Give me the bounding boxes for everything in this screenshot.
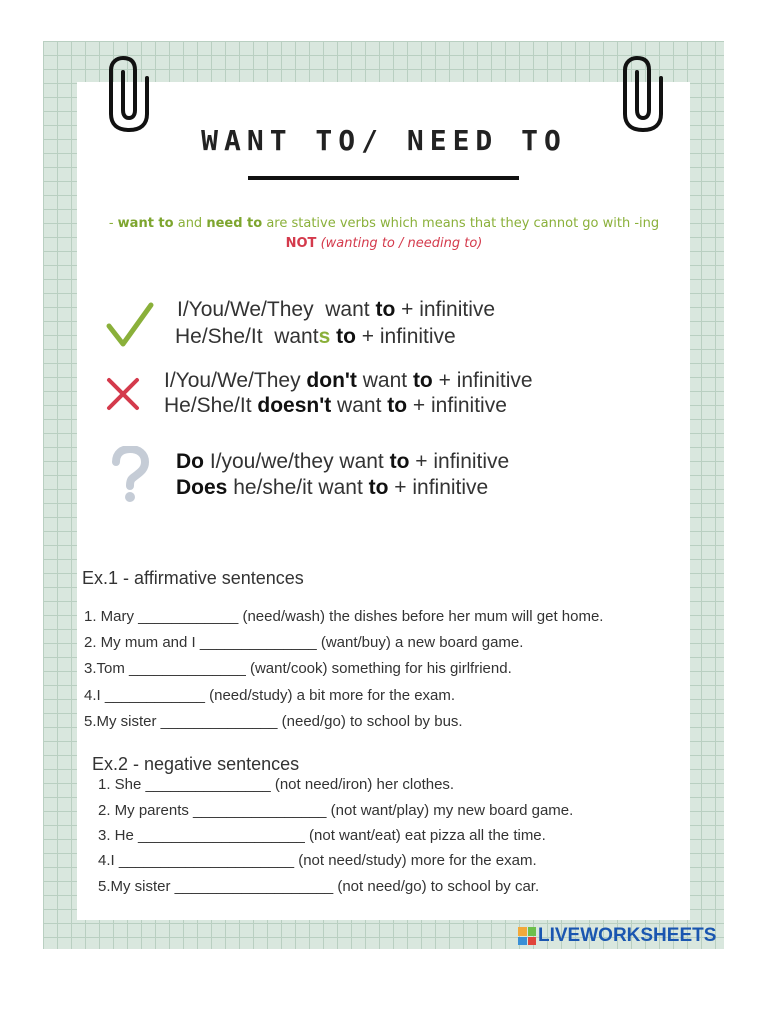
- exercise-2-item[interactable]: 2. My parents ________________ (not want/play) my new board game.: [98, 802, 574, 819]
- liveworksheets-logo-icon: [518, 927, 536, 945]
- exercise-1-item[interactable]: 4.I ____________ (need/study) a bit more for the exam.: [84, 687, 456, 704]
- worksheet-page: [77, 82, 690, 920]
- negative-rule-singular: He/She/It doesn't want to + infinitive: [164, 394, 507, 417]
- exercise-1-item[interactable]: 5.My sister ______________ (need/go) to school by bus.: [84, 713, 463, 730]
- stative-note: - want to and need to are stative verbs which means that they cannot go with -ing: [108, 216, 660, 231]
- exercise-2-heading: Ex.2 - negative sentences: [92, 754, 300, 774]
- exercise-1-item[interactable]: 3.Tom ______________ (want/cook) something for his girlfriend.: [84, 660, 512, 677]
- exercise-2-item[interactable]: 5.My sister ___________________ (not need/go) to school by car.: [98, 878, 540, 895]
- negative-rule-plural: I/You/We/They don't want to + infinitive: [164, 369, 533, 392]
- exercise-2-item[interactable]: 4.I _____________________ (not need/study) more for the exam.: [98, 852, 537, 869]
- page-title: WANT TO/ NEED TO: [201, 124, 567, 157]
- exercise-1-item[interactable]: 1. Mary ____________ (need/wash) the dishes before her mum will get home.: [84, 608, 604, 625]
- cross-icon: [106, 377, 140, 411]
- liveworksheets-logo[interactable]: [518, 924, 716, 948]
- not-note: NOT (wanting to / needing to): [285, 236, 483, 251]
- question-rule-plural: Do I/you/we/they want to + infinitive: [176, 450, 510, 473]
- question-mark-icon: [110, 446, 150, 504]
- checkmark-icon: [106, 302, 154, 348]
- affirmative-rule-singular: He/She/It wants to + infinitive: [175, 325, 456, 348]
- exercise-2-item[interactable]: 3. He ____________________ (not want/eat) eat pizza all the time.: [98, 827, 546, 844]
- exercise-2-item[interactable]: 1. She _______________ (not need/iron) her clothes.: [98, 776, 455, 793]
- paperclip-icon: [107, 54, 151, 134]
- logo-text: LIVEWORKSHEETS: [538, 925, 717, 946]
- title-underline: [248, 176, 519, 180]
- exercise-1-heading: Ex.1 - affirmative sentences: [82, 568, 304, 588]
- question-rule-singular: Does he/she/it want to + infinitive: [176, 476, 489, 499]
- exercise-1-item[interactable]: 2. My mum and I ______________ (want/buy) a new board game.: [84, 634, 524, 651]
- affirmative-rule-plural: I/You/We/They want to + infinitive: [177, 298, 496, 321]
- paperclip-icon: [621, 54, 665, 134]
